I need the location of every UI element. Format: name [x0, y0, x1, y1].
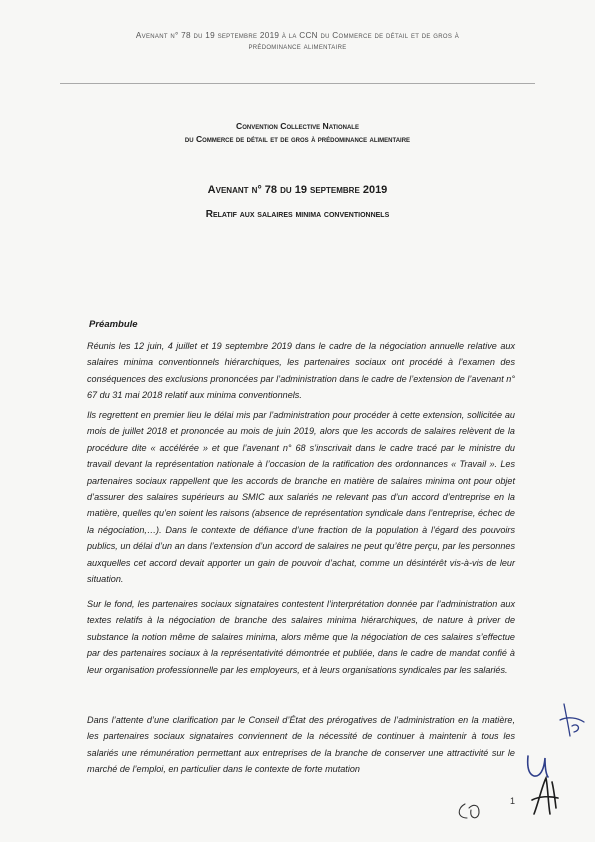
page-number: 1 [510, 796, 516, 806]
preamble-paragraph-4: Dans l’attente d’une clarification par le Conseil d’État des prérogatives de l’administration en la matière, les partenaires sociaux signataires conviennent de la nécessité de continuer à maintenir à tous les salariés une rémunération permettant aux entreprises de la branche de conserver une attractivité sur le marché de l’emploi, en particulier dans le contexte de forte mutation [87, 715, 515, 775]
handwritten-signature [528, 774, 562, 818]
convention-title [60, 120, 535, 146]
header-divider [60, 83, 535, 84]
handwritten-initial-3 [455, 800, 489, 824]
avenant-title: Avenant n° 78 du 19 septembre 2019 [207, 184, 388, 196]
preamble-paragraph-1: Réunis les 12 juin, 4 juillet et 19 septembre 2019 dans le cadre de la négociation annuelle relative aux salaires minima conventionnels hiérarchiques, les partenaires sociaux ont procédé à l’examen des conséquences des exclusions prononcées par l’administration dans le cadre de l’extension de l’avenant n° 67 du 31 mai 2018 relatif aux minima conventionnels. [87, 341, 515, 401]
preamble-paragraph-3: Sur le fond, les partenaires sociaux signataires contestent l’interprétation donnée par l’administration aux textes relatifs à la négociation de branche des salaires minima hiérarchiques, de nature à priver de substance la notion même de salaires minima, alors même que la négociation de ces salaires s’effectue par des partenaires sociaux à la représentativité démontrée et publiée, dans le cadre de mandat confié à leur organisation professionnelle par les employeurs, et à leurs organisations syndicales par les salariés. [87, 599, 515, 675]
preamble-heading: Préambule [89, 319, 138, 330]
avenant-subtitle: Relatif aux salaires minima conventionnels [205, 209, 390, 220]
running-header-line-1: Avenant n° 78 du 19 septembre 2019 à la CCN du Commerce de détail et de gros à [135, 31, 460, 40]
convention-title-line-2: du Commerce de détail et de gros à prédominance alimentaire [184, 134, 411, 144]
preamble-paragraph-2: Ils regrettent en premier lieu le délai mis par l’administration pour procéder à cette extension, sollicitée au mois de juillet 2018 et prononcée au mois de juin 2019, alors que les accords de salaires relèvent de la procédure dite « accélérée » et que l’avenant n° 68 s’inscrivait dans le cadre tracé par le ministre du travail devant la représentation nationale à l’occasion de la ratification des ordonnances « Travail ». Les partenaires sociaux rappellent que les accords de branche en matière de salaires minima ont pour objet d’assurer des salaires supérieurs au SMIC aux salariés ne relevant pas d’un accord d’entreprise en la matière, quelles qu’en soient les raisons (absence de représentation syndicale dans l’entreprise, échec de la négociation,…). Dans le contexte de défiance d’une fraction de la population à l’égard des pouvoirs publics, un délai d’un an dans l’extension d’un accord de salaires ne peut qu’être perçu, par les personnes auxquelles cet accord devait apporter un gain de pouvoir d’achat, comme un désintérêt vis-à-vis de leur situation. [87, 410, 515, 585]
convention-title-line-1: Convention Collective Nationale [236, 121, 359, 131]
running-header-line-2: prédominance alimentaire [248, 42, 347, 51]
handwritten-initial-1 [558, 700, 588, 740]
running-header [60, 30, 535, 52]
